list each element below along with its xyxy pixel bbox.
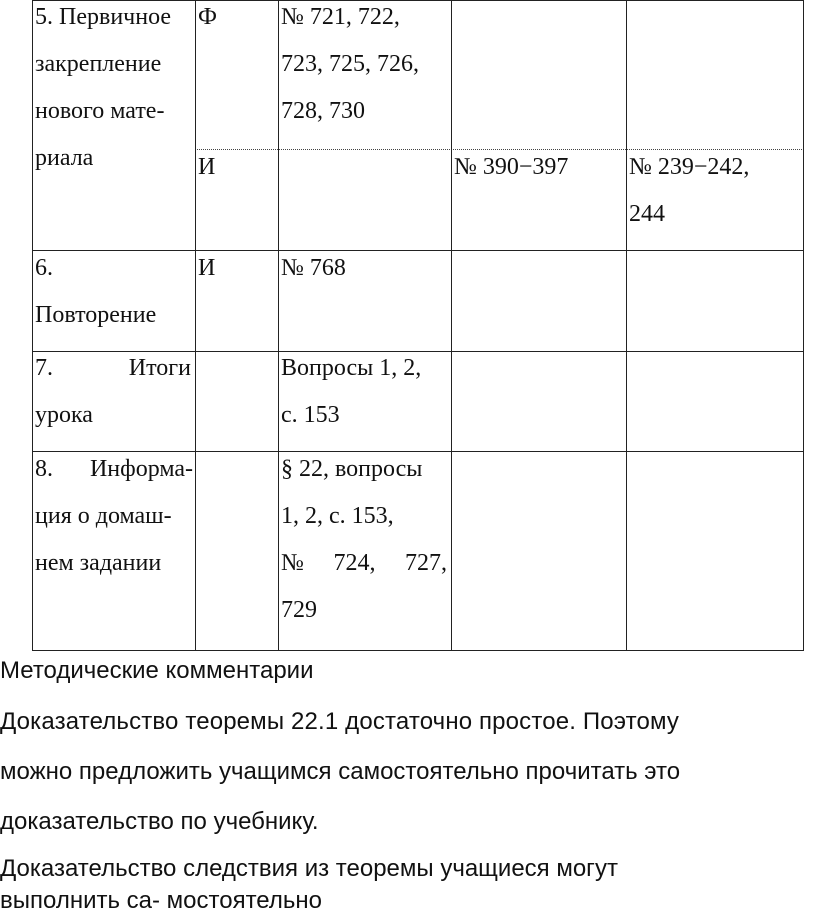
task-line	[281, 540, 447, 587]
stage-number: 8.	[35, 456, 53, 482]
comments-paragraph-line: доказательство по учебнику.	[0, 808, 319, 835]
row5-form-individual: И	[198, 154, 216, 180]
task-token: 724,	[333, 550, 376, 576]
row5-stage	[35, 0, 171, 182]
task-line: § 22, вопросы	[281, 456, 423, 482]
column-divider	[32, 0, 33, 651]
row5-col4-tasks: № 390−397	[454, 154, 569, 180]
stage-line: 6.	[35, 255, 53, 281]
column-divider	[803, 0, 804, 651]
row7-class-tasks	[281, 345, 421, 439]
row8-class-tasks	[281, 446, 447, 634]
task-line: 244	[629, 201, 665, 227]
stage-word: Информа-	[89, 456, 193, 482]
stage-line	[35, 345, 191, 392]
stage-line	[35, 446, 193, 493]
row8-stage	[35, 446, 193, 587]
stage-line: ция о домаш-	[35, 503, 172, 529]
row6-stage	[35, 245, 156, 339]
comments-paragraph-line: можно предложить учащимся самостоятельно прочитать это	[0, 758, 681, 785]
row5-class-tasks	[281, 0, 419, 135]
comments-paragraph-line: Доказательство следствия из теоремы учащиеся могут	[0, 855, 618, 882]
row5-form-front: Ф	[198, 4, 217, 30]
row6-form: И	[198, 255, 216, 281]
column-divider	[278, 0, 279, 651]
comments-heading: Методические комментарии	[0, 657, 314, 684]
row5-col5-tasks	[629, 144, 749, 238]
stage-line: закрепление	[35, 51, 162, 77]
task-line: № 239−242,	[629, 154, 750, 180]
stage-line: 5. Первичное	[35, 4, 172, 30]
comments-paragraph-line: выполнить са- мостоятельно	[0, 887, 322, 914]
column-divider	[626, 0, 627, 651]
task-line: с. 153	[281, 402, 340, 428]
task-token: №	[281, 550, 304, 576]
row7-stage	[35, 345, 191, 439]
row6-class-tasks: № 768	[281, 255, 346, 281]
stage-line: урока	[35, 402, 93, 428]
comments-paragraph-line: Доказательство теоремы 22.1 достаточно простое. Поэтому	[0, 708, 680, 735]
task-line: 1, 2, с. 153,	[281, 503, 394, 529]
task-line: № 721, 722,	[281, 4, 400, 30]
stage-line: Повторение	[35, 302, 157, 328]
stage-word: Итоги	[128, 355, 191, 381]
stage-line: нем задании	[35, 550, 162, 576]
task-line: Вопросы 1, 2,	[281, 355, 422, 381]
lesson-plan-table	[32, 0, 804, 651]
column-divider	[451, 0, 452, 651]
task-line: 728, 730	[281, 98, 365, 124]
stage-line: нового мате-	[35, 98, 165, 124]
task-token: 727,	[405, 550, 447, 576]
stage-number: 7.	[35, 355, 53, 381]
task-line: 723, 725, 726,	[281, 51, 419, 77]
stage-line: риала	[35, 145, 94, 171]
task-line: 729	[281, 597, 317, 623]
column-divider	[195, 0, 196, 651]
